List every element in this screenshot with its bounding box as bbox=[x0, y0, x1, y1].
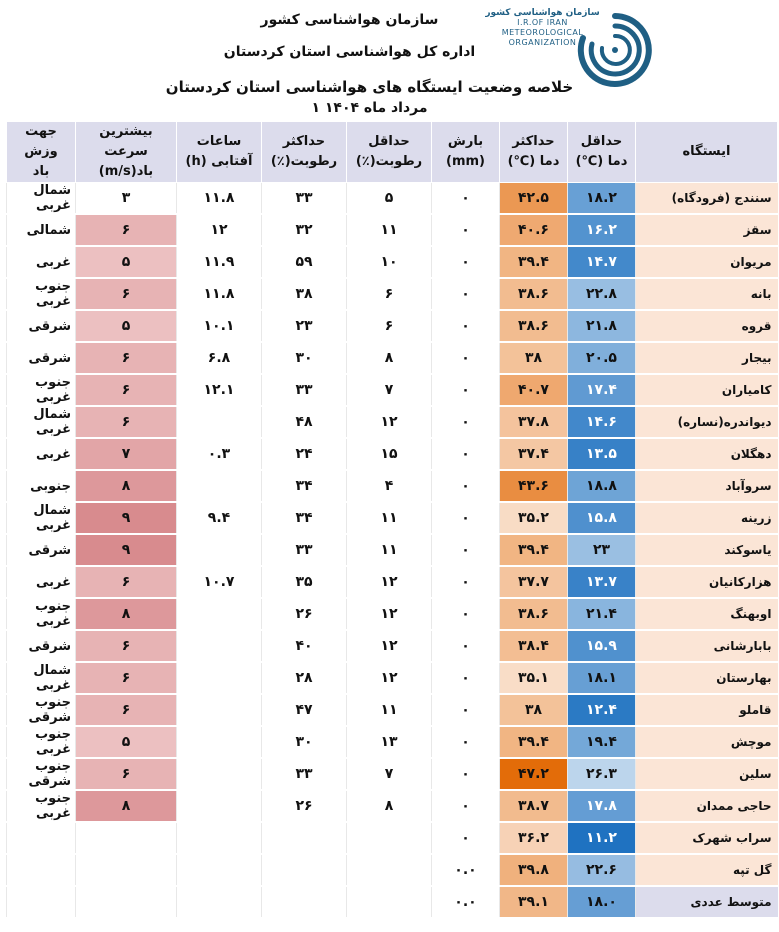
column-header bbox=[500, 122, 568, 183]
min-humidity: ۱۲ bbox=[347, 662, 432, 694]
station-name: بابارشانی bbox=[636, 630, 778, 662]
max-wind-speed: ۶ bbox=[76, 662, 177, 694]
table-row bbox=[7, 726, 778, 758]
table-row bbox=[7, 183, 778, 215]
station-name: مریوان bbox=[636, 246, 778, 278]
column-header bbox=[568, 122, 636, 183]
max-temp: ۳۹.۴ bbox=[500, 246, 568, 278]
column-header bbox=[177, 122, 262, 183]
min-temp: ۱۴.۶ bbox=[568, 406, 636, 438]
max-humidity: ۳۸ bbox=[262, 278, 347, 310]
max-temp: ۳۷.۴ bbox=[500, 438, 568, 470]
max-temp: ۴۰.۷ bbox=[500, 374, 568, 406]
table-row bbox=[7, 534, 778, 566]
station-name: سنندج (فرودگاه) bbox=[636, 183, 778, 215]
wind-direction: غربی bbox=[7, 438, 76, 470]
column-header-line2: رطوبت(٪) bbox=[355, 154, 423, 169]
sunshine-hours bbox=[177, 790, 262, 822]
column-header-line2: آفتابی (h) bbox=[185, 154, 253, 169]
min-humidity: ۱۱ bbox=[347, 502, 432, 534]
table-row bbox=[7, 278, 778, 310]
sunshine-hours: ۱۲ bbox=[177, 214, 262, 246]
max-temp: ۴۳.۶ bbox=[500, 470, 568, 502]
min-humidity: ۵ bbox=[347, 183, 432, 215]
max-humidity: ۵۹ bbox=[262, 246, 347, 278]
station-name: بانه bbox=[636, 278, 778, 310]
wind-direction: غربی bbox=[7, 246, 76, 278]
min-temp: ۱۸.۰ bbox=[568, 886, 636, 918]
logo-persian-name: سازمان هواشناسی کشور bbox=[485, 8, 600, 18]
precipitation: ۰.۰ bbox=[432, 886, 500, 918]
report-date: ۱ مرداد ماه ۱۴۰۴ bbox=[311, 100, 428, 116]
min-humidity bbox=[347, 886, 432, 918]
min-humidity: ۷ bbox=[347, 758, 432, 790]
max-humidity: ۲۶ bbox=[262, 598, 347, 630]
table-row bbox=[7, 662, 778, 694]
max-wind-speed: ۷ bbox=[76, 438, 177, 470]
wind-direction: جنوب شرقی bbox=[7, 694, 76, 726]
max-temp: ۳۸ bbox=[500, 694, 568, 726]
min-humidity bbox=[347, 854, 432, 886]
station-name: سروآباد bbox=[636, 470, 778, 502]
min-temp: ۲۲.۸ bbox=[568, 278, 636, 310]
max-humidity: ۴۷ bbox=[262, 694, 347, 726]
station-name: قاملو bbox=[636, 694, 778, 726]
min-humidity: ۱۱ bbox=[347, 214, 432, 246]
sunshine-hours: ۰.۳ bbox=[177, 438, 262, 470]
column-header-line1: جهت وزش bbox=[24, 124, 58, 159]
column-header bbox=[7, 122, 76, 183]
column-header-line1: حداقل bbox=[368, 134, 410, 149]
max-temp: ۳۹.۴ bbox=[500, 726, 568, 758]
max-wind-speed: ۶ bbox=[76, 374, 177, 406]
min-humidity: ۱۲ bbox=[347, 406, 432, 438]
station-name: دیواندره(نساره) bbox=[636, 406, 778, 438]
max-wind-speed: ۸ bbox=[76, 470, 177, 502]
max-temp: ۳۸.۶ bbox=[500, 278, 568, 310]
min-humidity: ۱۱ bbox=[347, 534, 432, 566]
org-name: سازمان هواشناسی کشور bbox=[260, 12, 439, 28]
min-temp: ۲۱.۴ bbox=[568, 598, 636, 630]
max-temp: ۴۷.۲ bbox=[500, 758, 568, 790]
max-temp: ۳۶.۲ bbox=[500, 822, 568, 854]
table-row bbox=[7, 374, 778, 406]
max-temp: ۳۹.۴ bbox=[500, 534, 568, 566]
max-temp: ۳۹.۱ bbox=[500, 886, 568, 918]
min-humidity: ۱۳ bbox=[347, 726, 432, 758]
min-temp: ۱۷.۸ bbox=[568, 790, 636, 822]
wind-direction: جنوب غربی bbox=[7, 278, 76, 310]
max-temp: ۴۰.۶ bbox=[500, 214, 568, 246]
wind-direction bbox=[7, 822, 76, 854]
precipitation: ۰ bbox=[432, 374, 500, 406]
max-temp: ۳۵.۲ bbox=[500, 502, 568, 534]
sunshine-hours bbox=[177, 758, 262, 790]
min-temp: ۱۴.۷ bbox=[568, 246, 636, 278]
max-temp: ۳۸.۶ bbox=[500, 598, 568, 630]
max-humidity: ۳۲ bbox=[262, 214, 347, 246]
min-temp: ۱۱.۲ bbox=[568, 822, 636, 854]
table-row bbox=[7, 246, 778, 278]
min-temp: ۲۳ bbox=[568, 534, 636, 566]
min-humidity: ۶ bbox=[347, 310, 432, 342]
wind-direction: جنوب غربی bbox=[7, 374, 76, 406]
column-header-line1: حداکثر bbox=[512, 134, 555, 149]
sunshine-hours: ۱۱.۸ bbox=[177, 278, 262, 310]
precipitation: ۰ bbox=[432, 406, 500, 438]
precipitation: ۰ bbox=[432, 183, 500, 215]
wind-direction bbox=[7, 854, 76, 886]
sunshine-hours bbox=[177, 470, 262, 502]
table-row bbox=[7, 438, 778, 470]
min-humidity: ۸ bbox=[347, 790, 432, 822]
max-wind-speed: ۵ bbox=[76, 310, 177, 342]
sunshine-hours bbox=[177, 662, 262, 694]
max-humidity bbox=[262, 854, 347, 886]
sunshine-hours: ۱۰.۷ bbox=[177, 566, 262, 598]
table-row bbox=[7, 406, 778, 438]
column-header bbox=[432, 122, 500, 183]
precipitation: ۰ bbox=[432, 598, 500, 630]
precipitation: ۰ bbox=[432, 790, 500, 822]
precipitation: ۰ bbox=[432, 502, 500, 534]
station-name: گل تپه bbox=[636, 854, 778, 886]
precipitation: ۰ bbox=[432, 726, 500, 758]
sunshine-hours bbox=[177, 886, 262, 918]
max-wind-speed bbox=[76, 822, 177, 854]
min-temp: ۱۸.۲ bbox=[568, 183, 636, 215]
max-wind-speed: ۶ bbox=[76, 278, 177, 310]
sunshine-hours bbox=[177, 534, 262, 566]
wind-direction: جنوب شرقی bbox=[7, 758, 76, 790]
max-temp: ۳۷.۷ bbox=[500, 566, 568, 598]
table-row bbox=[7, 310, 778, 342]
min-humidity: ۱۲ bbox=[347, 630, 432, 662]
station-name: سراب شهرک bbox=[636, 822, 778, 854]
precipitation: ۰ bbox=[432, 758, 500, 790]
table-row bbox=[7, 822, 778, 854]
min-humidity: ۱۵ bbox=[347, 438, 432, 470]
sunshine-hours: ۱۱.۸ bbox=[177, 183, 262, 215]
max-temp: ۳۸ bbox=[500, 342, 568, 374]
column-header bbox=[76, 122, 177, 183]
precipitation: ۰ bbox=[432, 438, 500, 470]
max-humidity: ۳۴ bbox=[262, 470, 347, 502]
station-name: سقز bbox=[636, 214, 778, 246]
sunshine-hours bbox=[177, 406, 262, 438]
sunshine-hours bbox=[177, 630, 262, 662]
sunshine-hours bbox=[177, 726, 262, 758]
max-humidity: ۲۸ bbox=[262, 662, 347, 694]
min-humidity bbox=[347, 822, 432, 854]
max-wind-speed bbox=[76, 854, 177, 886]
column-header bbox=[262, 122, 347, 183]
column-header-line1: بیشترین سرعت bbox=[99, 124, 153, 159]
wind-direction bbox=[7, 886, 76, 918]
max-temp: ۳۵.۱ bbox=[500, 662, 568, 694]
min-temp: ۱۵.۸ bbox=[568, 502, 636, 534]
max-temp: ۳۸.۴ bbox=[500, 630, 568, 662]
max-humidity bbox=[262, 822, 347, 854]
table-row bbox=[7, 502, 778, 534]
column-header-line2: دما (℃) bbox=[575, 154, 628, 169]
table-row bbox=[7, 886, 778, 918]
min-temp: ۱۶.۲ bbox=[568, 214, 636, 246]
max-humidity: ۳۰ bbox=[262, 726, 347, 758]
precipitation: ۰.۰ bbox=[432, 854, 500, 886]
max-wind-speed: ۶ bbox=[76, 342, 177, 374]
max-wind-speed: ۵ bbox=[76, 246, 177, 278]
max-wind-speed: ۶ bbox=[76, 406, 177, 438]
max-temp: ۳۸.۶ bbox=[500, 310, 568, 342]
table-row bbox=[7, 758, 778, 790]
table-row bbox=[7, 854, 778, 886]
sunshine-hours bbox=[177, 694, 262, 726]
min-humidity: ۷ bbox=[347, 374, 432, 406]
station-name: کامیاران bbox=[636, 374, 778, 406]
wind-direction: جنوب غربی bbox=[7, 726, 76, 758]
min-humidity: ۱۲ bbox=[347, 598, 432, 630]
sunshine-hours: ۱۰.۱ bbox=[177, 310, 262, 342]
table-row bbox=[7, 470, 778, 502]
column-header-line1: ایستگاه bbox=[682, 144, 731, 159]
column-header-line2: (mm) bbox=[446, 154, 485, 169]
max-temp: ۴۲.۵ bbox=[500, 183, 568, 215]
max-humidity bbox=[262, 886, 347, 918]
precipitation: ۰ bbox=[432, 822, 500, 854]
precipitation: ۰ bbox=[432, 630, 500, 662]
min-temp: ۲۰.۵ bbox=[568, 342, 636, 374]
column-header bbox=[347, 122, 432, 183]
max-wind-speed: ۵ bbox=[76, 726, 177, 758]
max-humidity: ۳۴ bbox=[262, 502, 347, 534]
spiral-emblem-icon bbox=[575, 10, 655, 90]
max-wind-speed: ۳ bbox=[76, 183, 177, 215]
table-row bbox=[7, 790, 778, 822]
wind-direction: شمال غربی bbox=[7, 406, 76, 438]
max-wind-speed: ۶ bbox=[76, 214, 177, 246]
min-temp: ۱۲.۴ bbox=[568, 694, 636, 726]
column-header-line2: باد(m/s) bbox=[98, 164, 154, 179]
organization-logo bbox=[480, 6, 660, 96]
table-row bbox=[7, 566, 778, 598]
max-humidity: ۳۳ bbox=[262, 758, 347, 790]
wind-direction: شمال غربی bbox=[7, 502, 76, 534]
min-humidity: ۱۲ bbox=[347, 566, 432, 598]
header-row bbox=[7, 122, 778, 183]
min-temp: ۱۸.۸ bbox=[568, 470, 636, 502]
table-body bbox=[7, 183, 778, 919]
station-name: اوبهنگ bbox=[636, 598, 778, 630]
max-humidity: ۳۳ bbox=[262, 183, 347, 215]
wind-direction: شمال غربی bbox=[7, 183, 76, 215]
table-row bbox=[7, 598, 778, 630]
precipitation: ۰ bbox=[432, 214, 500, 246]
max-wind-speed: ۶ bbox=[76, 758, 177, 790]
wind-direction: جنوب غربی bbox=[7, 790, 76, 822]
station-name: بهارستان bbox=[636, 662, 778, 694]
max-wind-speed: ۶ bbox=[76, 630, 177, 662]
max-humidity: ۳۵ bbox=[262, 566, 347, 598]
station-name: دهگلان bbox=[636, 438, 778, 470]
department-name: اداره کل هواشناسی استان کردستان bbox=[223, 44, 476, 60]
max-wind-speed: ۸ bbox=[76, 790, 177, 822]
station-name: هزارکانیان bbox=[636, 566, 778, 598]
wind-direction: جنوب غربی bbox=[7, 598, 76, 630]
column-header-line2: رطوبت(٪) bbox=[270, 154, 338, 169]
column-header-line1: ساعات bbox=[196, 134, 242, 149]
min-temp: ۱۹.۴ bbox=[568, 726, 636, 758]
table-row bbox=[7, 342, 778, 374]
table-header bbox=[7, 122, 778, 183]
precipitation: ۰ bbox=[432, 662, 500, 694]
min-temp: ۱۸.۱ bbox=[568, 662, 636, 694]
wind-direction: شمال غربی bbox=[7, 662, 76, 694]
station-name: قروه bbox=[636, 310, 778, 342]
max-temp: ۳۹.۸ bbox=[500, 854, 568, 886]
wind-direction: شمالی bbox=[7, 214, 76, 246]
min-temp: ۲۶.۳ bbox=[568, 758, 636, 790]
min-temp: ۱۳.۵ bbox=[568, 438, 636, 470]
min-temp: ۲۱.۸ bbox=[568, 310, 636, 342]
max-wind-speed: ۹ bbox=[76, 534, 177, 566]
column-header-line1: حداکثر bbox=[282, 134, 326, 149]
sunshine-hours: ۹.۴ bbox=[177, 502, 262, 534]
station-name: حاجی ممدان bbox=[636, 790, 778, 822]
station-name: بیجار bbox=[636, 342, 778, 374]
wind-direction: شرقی bbox=[7, 342, 76, 374]
max-humidity: ۲۳ bbox=[262, 310, 347, 342]
wind-direction: شرقی bbox=[7, 310, 76, 342]
precipitation: ۰ bbox=[432, 342, 500, 374]
column-header-line1: بارش bbox=[447, 134, 484, 149]
column-header-line1: حداقل bbox=[580, 134, 623, 149]
max-humidity: ۲۴ bbox=[262, 438, 347, 470]
precipitation: ۰ bbox=[432, 694, 500, 726]
min-humidity: ۱۱ bbox=[347, 694, 432, 726]
sunshine-hours: ۱۲.۱ bbox=[177, 374, 262, 406]
logo-english-line2: METEOROLOGICAL bbox=[501, 28, 584, 37]
max-wind-speed: ۶ bbox=[76, 566, 177, 598]
wind-direction: غربی bbox=[7, 566, 76, 598]
precipitation: ۰ bbox=[432, 566, 500, 598]
station-name: زرینه bbox=[636, 502, 778, 534]
wind-direction: شرقی bbox=[7, 534, 76, 566]
weather-summary-table bbox=[6, 121, 778, 919]
max-humidity: ۳۳ bbox=[262, 374, 347, 406]
column-header bbox=[636, 122, 778, 183]
sunshine-hours bbox=[177, 854, 262, 886]
table-row bbox=[7, 694, 778, 726]
min-humidity: ۴ bbox=[347, 470, 432, 502]
sunshine-hours: ۶.۸ bbox=[177, 342, 262, 374]
min-humidity: ۱۰ bbox=[347, 246, 432, 278]
sunshine-hours bbox=[177, 598, 262, 630]
column-header-line2: باد bbox=[32, 164, 50, 179]
sunshine-hours: ۱۱.۹ bbox=[177, 246, 262, 278]
min-temp: ۲۲.۶ bbox=[568, 854, 636, 886]
station-name: متوسط عددی bbox=[636, 886, 778, 918]
logo-english-line1: I.R.OF IRAN bbox=[517, 18, 568, 27]
sunshine-hours bbox=[177, 822, 262, 854]
precipitation: ۰ bbox=[432, 470, 500, 502]
max-humidity: ۲۶ bbox=[262, 790, 347, 822]
max-wind-speed: ۶ bbox=[76, 694, 177, 726]
column-header-line2: دما (℃) bbox=[507, 154, 560, 169]
min-temp: ۱۳.۷ bbox=[568, 566, 636, 598]
max-humidity: ۴۸ bbox=[262, 406, 347, 438]
max-temp: ۳۷.۸ bbox=[500, 406, 568, 438]
min-temp: ۱۷.۴ bbox=[568, 374, 636, 406]
max-temp: ۳۸.۷ bbox=[500, 790, 568, 822]
precipitation: ۰ bbox=[432, 278, 500, 310]
station-name: موچش bbox=[636, 726, 778, 758]
max-humidity: ۴۰ bbox=[262, 630, 347, 662]
min-humidity: ۶ bbox=[347, 278, 432, 310]
max-humidity: ۳۰ bbox=[262, 342, 347, 374]
min-humidity: ۸ bbox=[347, 342, 432, 374]
precipitation: ۰ bbox=[432, 534, 500, 566]
precipitation: ۰ bbox=[432, 310, 500, 342]
table-row bbox=[7, 214, 778, 246]
min-temp: ۱۵.۹ bbox=[568, 630, 636, 662]
table-row bbox=[7, 630, 778, 662]
station-name: سلین bbox=[636, 758, 778, 790]
max-wind-speed: ۹ bbox=[76, 502, 177, 534]
max-wind-speed: ۸ bbox=[76, 598, 177, 630]
station-name: یاسوکند bbox=[636, 534, 778, 566]
logo-english-line3: ORGANIZATION bbox=[508, 38, 577, 47]
max-wind-speed bbox=[76, 886, 177, 918]
page-title: خلاصه وضعیت ایستگاه های هواشناسی استان کردستان bbox=[165, 78, 574, 96]
wind-direction: جنوبی bbox=[7, 470, 76, 502]
precipitation: ۰ bbox=[432, 246, 500, 278]
max-humidity: ۳۳ bbox=[262, 534, 347, 566]
wind-direction: شرقی bbox=[7, 630, 76, 662]
